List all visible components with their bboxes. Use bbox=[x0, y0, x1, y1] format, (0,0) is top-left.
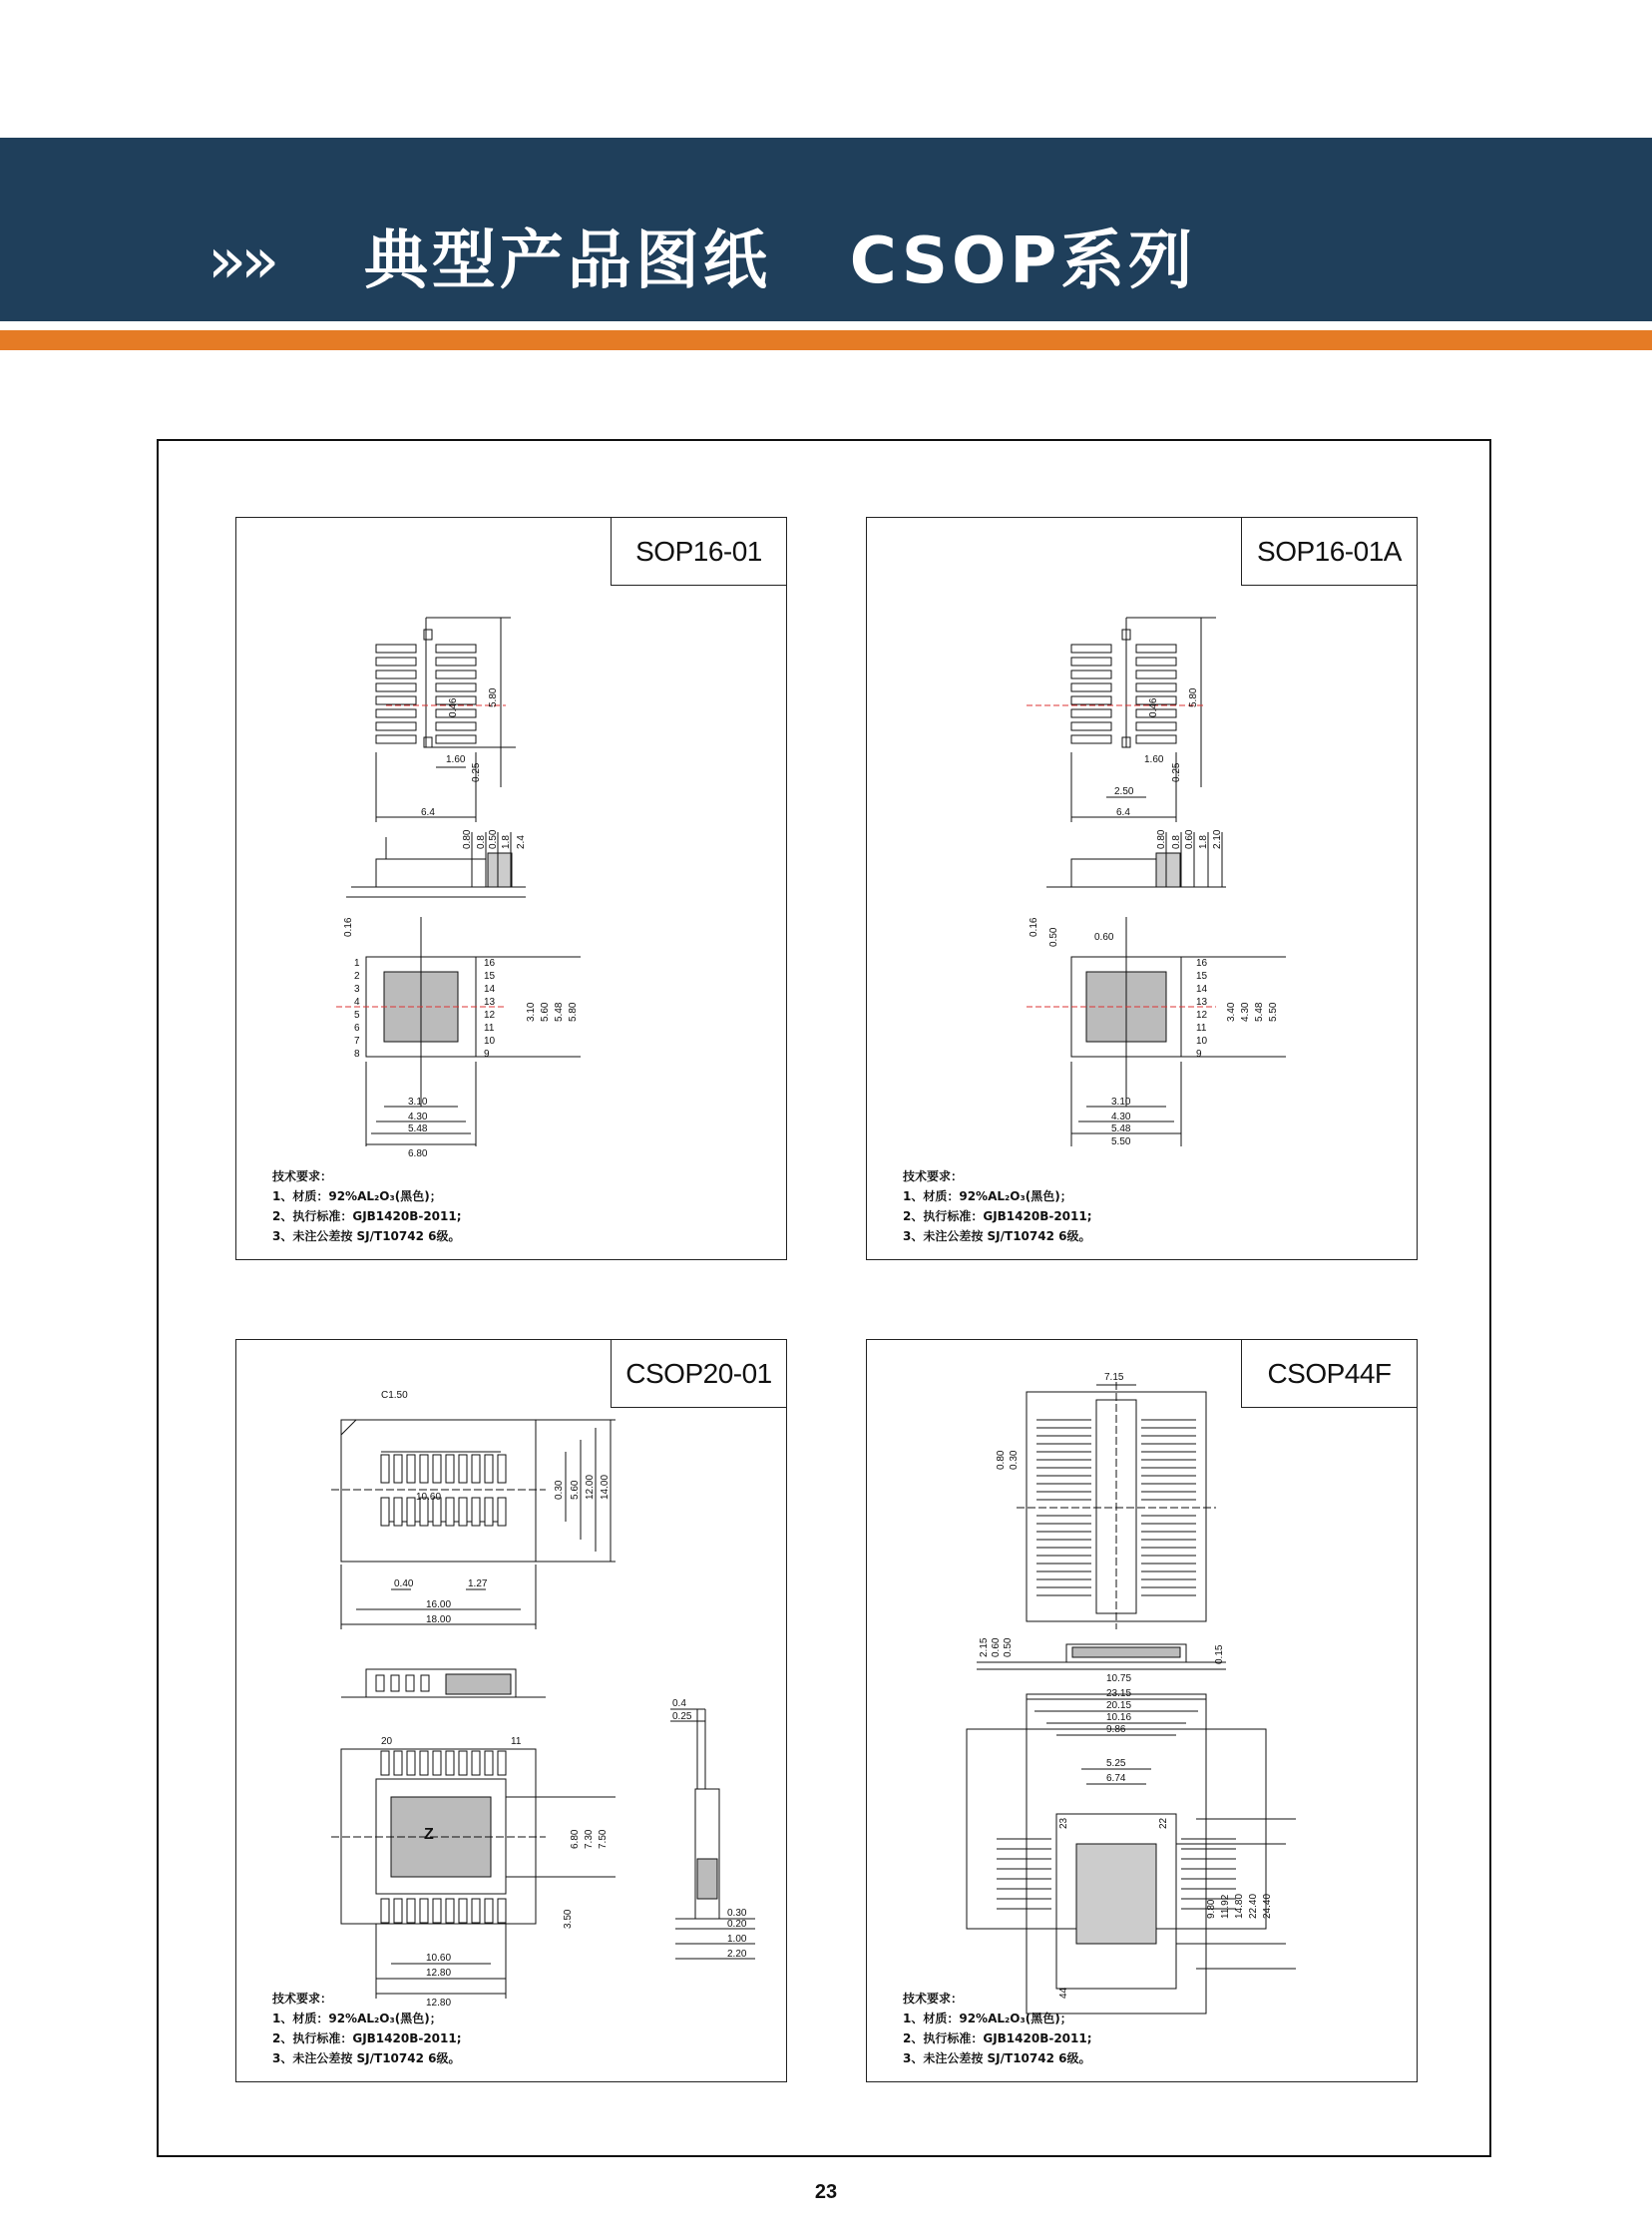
dim-label: 12.80 bbox=[426, 1998, 452, 2009]
note-line: 3、未注公差按 SJ/T10742 6级。 bbox=[903, 2051, 1091, 2065]
svg-text:7: 7 bbox=[354, 1036, 360, 1047]
dim-label: 1.60 bbox=[1144, 754, 1164, 765]
dim-label: 10.75 bbox=[1106, 1673, 1132, 1684]
svg-text:13: 13 bbox=[484, 997, 496, 1008]
svg-text:6: 6 bbox=[354, 1023, 360, 1034]
notes-heading: 技术要求： bbox=[903, 1169, 964, 1183]
dim-label: 0.60 bbox=[1184, 829, 1195, 849]
dim-label: 0.4 bbox=[672, 1698, 686, 1709]
dim-label: 0.8 bbox=[476, 835, 487, 849]
note-line: 1、材质：92%AL₂O₃(黑色)； bbox=[272, 1189, 442, 1203]
pin-labels-right bbox=[1196, 958, 1208, 1060]
dim-label: 44 bbox=[1058, 1987, 1069, 1999]
dim-label: 5.25 bbox=[1106, 1758, 1126, 1769]
notes-heading: 技术要求： bbox=[903, 1992, 964, 2006]
dim-label: 18.00 bbox=[426, 1614, 452, 1625]
dim-label: 0.16 bbox=[343, 917, 354, 937]
dim-label: 0.30 bbox=[554, 1480, 565, 1500]
dim-label: 2.10 bbox=[1212, 829, 1223, 849]
note-line: 3、未注公差按 SJ/T10742 6级。 bbox=[903, 1229, 1091, 1243]
svg-text:2: 2 bbox=[354, 971, 360, 982]
dim-label: 1.8 bbox=[501, 835, 512, 849]
chevrons-icon: »» bbox=[207, 224, 274, 298]
dim-label: 6.4 bbox=[421, 807, 435, 818]
dim-label: 0.60 bbox=[1094, 932, 1114, 943]
dim-label: 5.48 bbox=[1254, 1002, 1265, 1022]
drawing-panel-sop16-01 bbox=[235, 517, 787, 1260]
dim-label: 9.86 bbox=[1106, 1724, 1126, 1735]
dim-label: 20.15 bbox=[1106, 1700, 1132, 1711]
dim-label: 6.4 bbox=[1116, 807, 1130, 818]
dim-label: 3.10 bbox=[408, 1097, 428, 1108]
page-title-text: 典型产品图纸 CSOP系列 bbox=[363, 224, 1197, 298]
dim-label: 0.25 bbox=[672, 1711, 692, 1722]
technical-drawing bbox=[236, 1340, 788, 2083]
dim-label: 3.10 bbox=[1111, 1097, 1131, 1108]
dim-label: 9.80 bbox=[1206, 1899, 1217, 1919]
dim-label: 11.92 bbox=[1220, 1894, 1231, 1919]
svg-text:16: 16 bbox=[1196, 958, 1208, 969]
dim-label: 24.40 bbox=[1262, 1893, 1273, 1919]
dim-label: 0.25 bbox=[1171, 762, 1182, 782]
drawing-panel-csop44f bbox=[866, 1339, 1418, 2082]
svg-text:10: 10 bbox=[1196, 1036, 1208, 1047]
orange-divider bbox=[0, 330, 1652, 350]
svg-text:14: 14 bbox=[1196, 984, 1208, 995]
svg-text:12: 12 bbox=[484, 1010, 496, 1021]
dim-label: 3.10 bbox=[526, 1002, 537, 1022]
dim-label: 22.40 bbox=[1248, 1893, 1259, 1919]
page-title bbox=[207, 210, 1196, 301]
dim-label: 0.30 bbox=[1009, 1450, 1020, 1470]
dim-label: 0.8 bbox=[1171, 835, 1182, 849]
dim-label: 5.48 bbox=[408, 1123, 428, 1134]
panel-title: SOP16-01 bbox=[611, 518, 786, 586]
dim-label: 5.48 bbox=[554, 1002, 565, 1022]
svg-text:5: 5 bbox=[354, 1010, 360, 1021]
technical-notes bbox=[272, 1166, 462, 1246]
note-line: 3、未注公差按 SJ/T10742 6级。 bbox=[272, 1229, 461, 1243]
dim-label: 16.00 bbox=[426, 1599, 452, 1610]
dim-label: 7.30 bbox=[584, 1829, 595, 1849]
dim-label: 3.40 bbox=[1226, 1002, 1237, 1022]
technical-notes bbox=[272, 1989, 462, 2068]
notes-heading: 技术要求： bbox=[272, 1169, 333, 1183]
note-line: 2、执行标准：GJB1420B-2011; bbox=[903, 1209, 1092, 1223]
dim-label: 0.80 bbox=[996, 1450, 1007, 1470]
svg-text:15: 15 bbox=[1196, 971, 1208, 982]
dim-label: 3.50 bbox=[563, 1909, 574, 1929]
dim-label: 5.80 bbox=[568, 1002, 579, 1022]
svg-text:14: 14 bbox=[484, 984, 496, 995]
dim-label: 14.80 bbox=[1234, 1893, 1245, 1919]
dim-label: 0.50 bbox=[488, 829, 499, 849]
technical-drawing bbox=[236, 518, 788, 1261]
dim-label: 0.15 bbox=[1214, 1644, 1225, 1664]
pin-labels-left bbox=[354, 958, 360, 1060]
svg-text:16: 16 bbox=[484, 958, 496, 969]
panel-title: SOP16-01A bbox=[1241, 518, 1417, 586]
svg-text:11: 11 bbox=[1196, 1023, 1207, 1034]
dim-label: 12.80 bbox=[426, 1968, 452, 1979]
dim-label: 5.48 bbox=[1111, 1123, 1131, 1134]
dim-label: 1.8 bbox=[1198, 835, 1209, 849]
panel-title: CSOP20-01 bbox=[611, 1340, 786, 1408]
svg-text:12: 12 bbox=[1196, 1010, 1208, 1021]
drawing-frame bbox=[157, 439, 1491, 2157]
svg-text:3: 3 bbox=[354, 984, 360, 995]
svg-text:1: 1 bbox=[354, 958, 360, 969]
dim-label: 22 bbox=[1158, 1817, 1169, 1829]
svg-text:9: 9 bbox=[484, 1049, 490, 1060]
dim-label: 4.30 bbox=[1111, 1112, 1131, 1122]
dim-label: 0.60 bbox=[991, 1637, 1002, 1657]
dim-label: 2.20 bbox=[727, 1949, 747, 1960]
dim-label: 0.16 bbox=[1029, 917, 1039, 937]
notes-heading: 技术要求： bbox=[272, 1992, 333, 2006]
dim-label: 12.00 bbox=[585, 1474, 596, 1500]
svg-text:9: 9 bbox=[1196, 1049, 1202, 1060]
dim-label: 1.00 bbox=[727, 1934, 747, 1945]
svg-text:11: 11 bbox=[484, 1023, 495, 1034]
dim-label: 11 bbox=[511, 1736, 522, 1747]
svg-text:8: 8 bbox=[354, 1049, 360, 1060]
dim-label: 23 bbox=[1058, 1817, 1069, 1829]
dim-label: 0.80 bbox=[462, 829, 473, 849]
svg-text:4: 4 bbox=[354, 997, 360, 1008]
dim-label: 0.30 bbox=[727, 1908, 747, 1919]
pin-labels-right bbox=[484, 958, 496, 1060]
panel-title: CSOP44F bbox=[1241, 1340, 1417, 1408]
dim-label: 4.30 bbox=[1240, 1002, 1251, 1022]
dim-label: 10.16 bbox=[1106, 1712, 1132, 1723]
dim-label: 23.15 bbox=[1106, 1688, 1132, 1699]
technical-notes bbox=[903, 1989, 1092, 2068]
dim-label: 14.00 bbox=[600, 1474, 611, 1500]
dim-label: 0.50 bbox=[1048, 927, 1059, 947]
dim-label: 5.60 bbox=[570, 1480, 581, 1500]
dim-label: 5.80 bbox=[488, 687, 499, 707]
dim-label: 0.46 bbox=[1148, 697, 1159, 717]
dim-label: 10.60 bbox=[426, 1953, 452, 1964]
dim-label: 0.25 bbox=[471, 762, 482, 782]
dim-label: 0.50 bbox=[1003, 1637, 1014, 1657]
dim-label: 0.40 bbox=[394, 1578, 414, 1589]
svg-text:13: 13 bbox=[1196, 997, 1208, 1008]
dim-label: Z bbox=[424, 1826, 434, 1843]
svg-text:15: 15 bbox=[484, 971, 496, 982]
dim-label: 5.60 bbox=[540, 1002, 551, 1022]
dim-label: 5.50 bbox=[1268, 1002, 1279, 1022]
dim-label: 0.20 bbox=[727, 1919, 747, 1930]
page-number: 23 bbox=[814, 2181, 838, 2203]
drawing-panel-sop16-01a bbox=[866, 517, 1418, 1260]
dim-label: 5.80 bbox=[1188, 687, 1199, 707]
note-line: 1、材质：92%AL₂O₃(黑色)； bbox=[903, 2012, 1072, 2025]
dim-label: 10.60 bbox=[416, 1492, 442, 1503]
dim-label: 1.60 bbox=[446, 754, 466, 765]
dim-label: 6.74 bbox=[1106, 1773, 1126, 1784]
dim-label: 6.80 bbox=[408, 1148, 428, 1159]
dim-label: 4.30 bbox=[408, 1112, 428, 1122]
dim-label: 5.50 bbox=[1111, 1136, 1131, 1147]
dim-label: C1.50 bbox=[381, 1390, 408, 1401]
dim-label: 2.4 bbox=[516, 835, 527, 849]
note-line: 1、材质：92%AL₂O₃(黑色)； bbox=[903, 1189, 1072, 1203]
note-line: 3、未注公差按 SJ/T10742 6级。 bbox=[272, 2051, 461, 2065]
dim-label: 7.50 bbox=[598, 1829, 609, 1849]
note-line: 2、执行标准：GJB1420B-2011; bbox=[272, 1209, 462, 1223]
technical-notes bbox=[903, 1166, 1092, 1246]
technical-drawing bbox=[867, 1340, 1419, 2083]
dim-label: 0.80 bbox=[1156, 829, 1167, 849]
dim-label: 0.46 bbox=[448, 697, 459, 717]
drawing-panel-csop20-01 bbox=[235, 1339, 787, 2082]
dim-label: 20 bbox=[381, 1736, 393, 1747]
dim-label: 2.15 bbox=[979, 1637, 990, 1657]
note-line: 2、执行标准：GJB1420B-2011; bbox=[903, 2031, 1092, 2045]
dim-label: 1.27 bbox=[468, 1578, 488, 1589]
technical-drawing bbox=[867, 518, 1419, 1261]
dim-label: 2.50 bbox=[1114, 786, 1134, 797]
dim-label: 7.15 bbox=[1104, 1372, 1124, 1383]
note-line: 2、执行标准：GJB1420B-2011; bbox=[272, 2031, 462, 2045]
note-line: 1、材质：92%AL₂O₃(黑色)； bbox=[272, 2012, 442, 2025]
svg-text:10: 10 bbox=[484, 1036, 496, 1047]
dim-label: 6.80 bbox=[570, 1829, 581, 1849]
